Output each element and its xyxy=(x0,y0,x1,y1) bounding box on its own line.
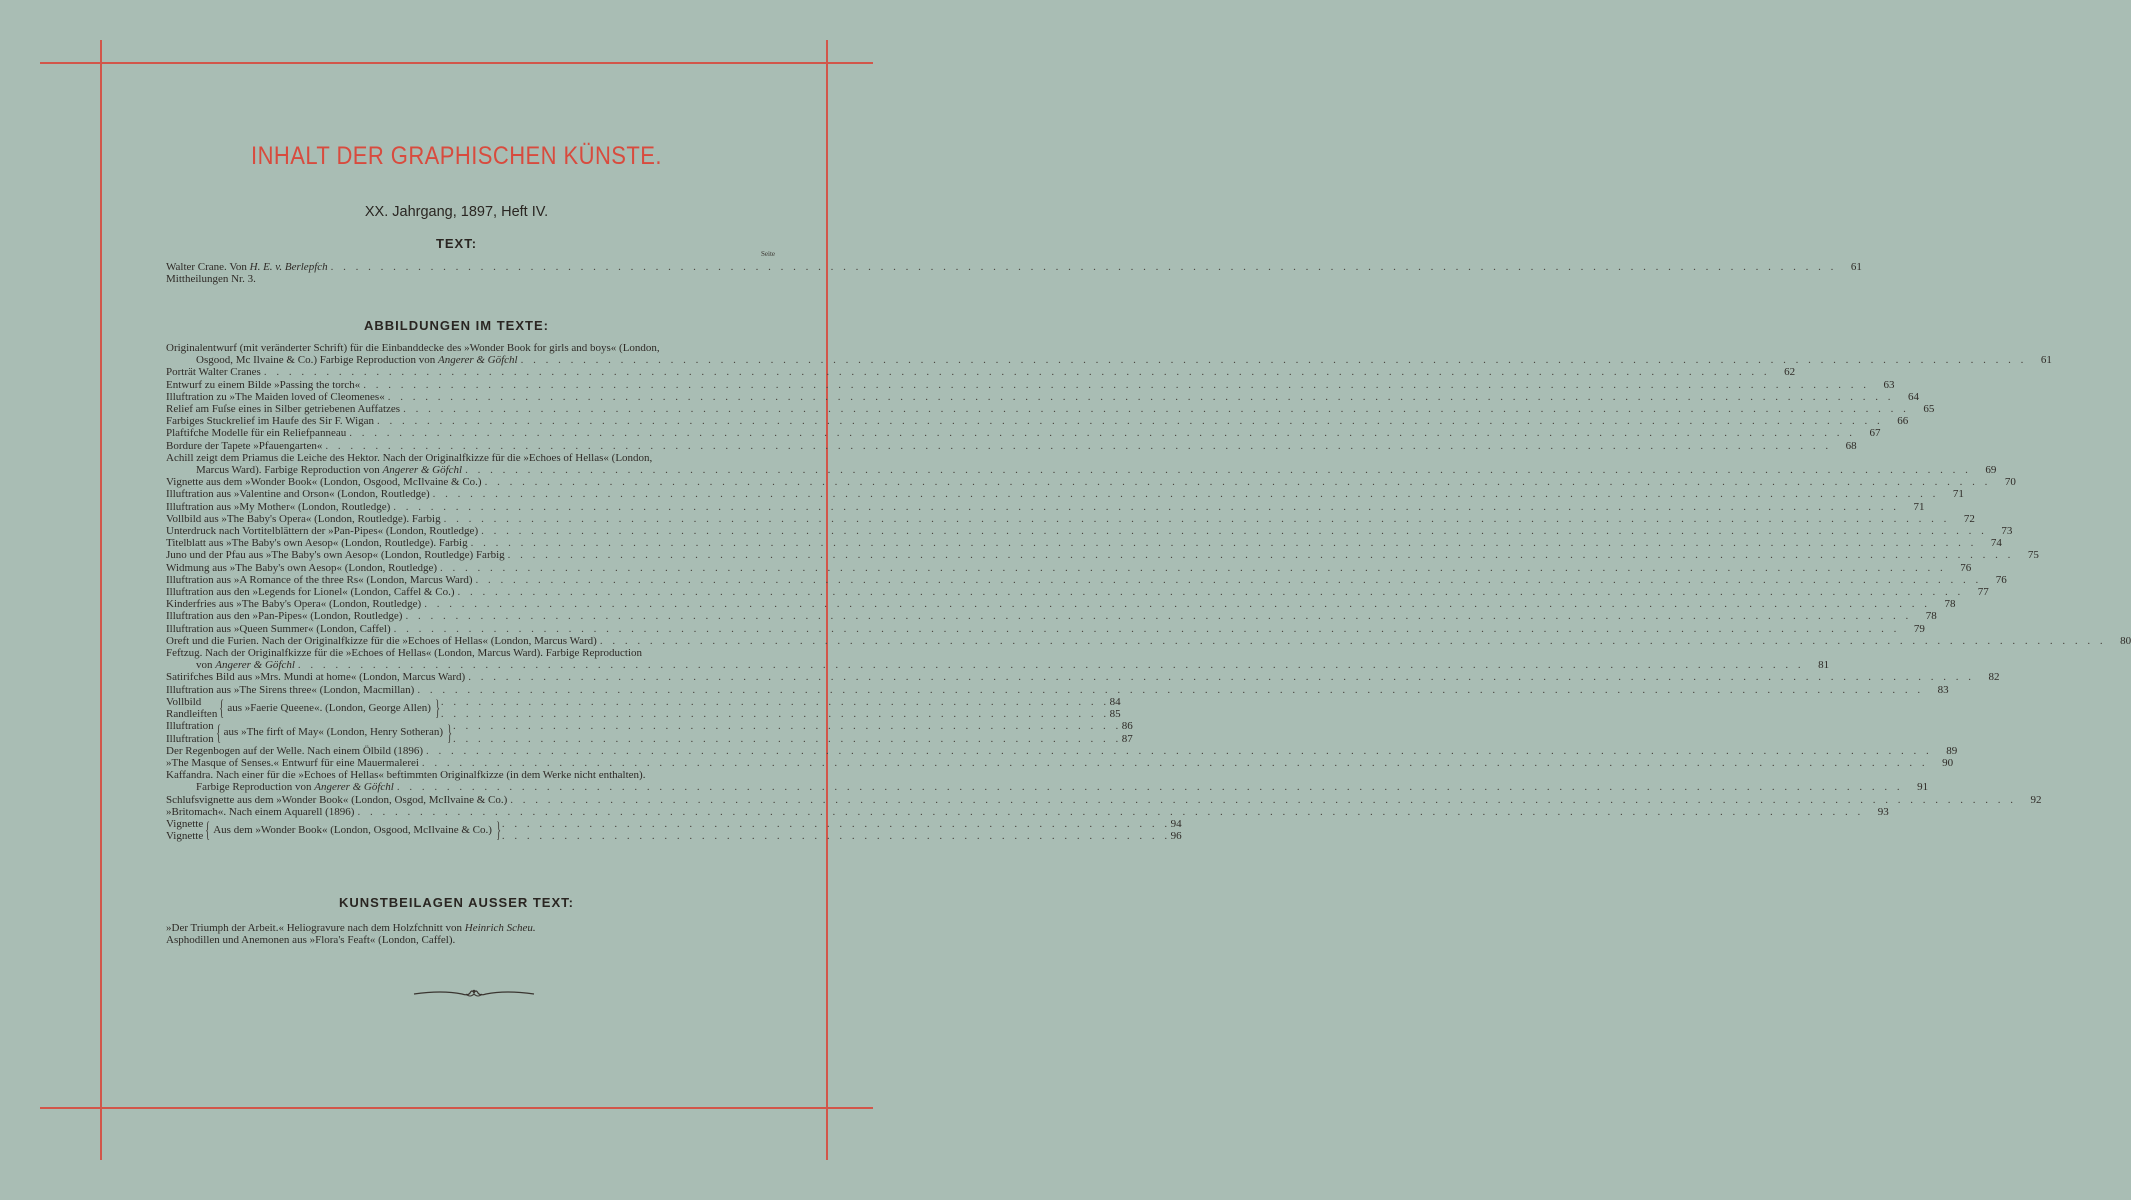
corner-cross-icon xyxy=(821,57,833,69)
list-e xyxy=(166,793,2042,818)
left-brace-icon: { xyxy=(219,695,225,721)
list-item xyxy=(166,403,1935,416)
list-item-line: Achill zeigt dem Priamus die Leiche des Hektor. Nach der Originalfkizze für die »Echoes of Hellas« (London, xyxy=(166,451,653,464)
list-item xyxy=(166,793,2042,806)
page-number: 76 xyxy=(1995,573,2007,586)
list-item xyxy=(166,634,2131,647)
entry-text: Illuftration zu »The Maiden loved of Cleomenes« xyxy=(166,390,385,403)
leader-dots xyxy=(403,403,1909,415)
entry-italic: Angerer & Göfchl xyxy=(215,659,295,672)
leader-dots xyxy=(331,261,1837,273)
leader-dots xyxy=(325,440,1831,452)
group-text: aus »Faerie Queene«. (London, George Allen) xyxy=(227,701,431,714)
page-number: 61 xyxy=(1850,261,1862,273)
page-subtitle: XX. Jahrgang, 1897, Heft IV. xyxy=(364,204,549,220)
entry-text: Kinderfries aus »The Baby's Opera« (London, Routledge) xyxy=(166,598,422,611)
list-item xyxy=(166,537,2002,550)
entry-text: Illuftration aus den »Legends for Lionel« (London, Caffel & Co.) xyxy=(166,586,455,599)
left-brace-icon: { xyxy=(205,817,211,843)
list-item xyxy=(166,659,1830,672)
list-item-line: Originalentwurf (mit veränderter Schrift) für die Einbanddecke des »Wonder Book for girls and boys« (London, xyxy=(166,342,660,354)
entry-text: Oreft und die Furien. Nach der Originalfkizze für die »Echoes of Hellas« (London, Marcus Ward) xyxy=(166,634,597,647)
right-brace-icon: } xyxy=(435,695,440,721)
leader-dots xyxy=(502,818,1171,842)
list-item xyxy=(166,744,1958,757)
entry-text: Juno und der Pfau aus »The Baby's own Aesop« (London, Routledge) Farbig xyxy=(166,549,505,562)
entry-text: Vignette aus dem »Wonder Book« (London, Osgood, McIlvaine & Co.) xyxy=(166,476,482,489)
list-item: Asphodillen und Anemonen aus »Flora's Feaft« (London, Caffel). xyxy=(166,934,456,947)
list-item xyxy=(166,573,2007,586)
list-item xyxy=(166,922,782,934)
text-section-heading: TEXT: xyxy=(435,236,478,251)
list-item xyxy=(166,464,1997,477)
list-item-line: Feftzug. Nach der Originalfkizze für die »Echoes of Hellas« (London, Marcus Ward). Farbige Reproduction xyxy=(166,647,643,660)
list-item xyxy=(166,549,2039,562)
page-number: 90 xyxy=(1942,756,1954,769)
page-title: INHALT DER GRAPHISCHEN KÜNSTE. xyxy=(251,142,662,170)
leader-dots xyxy=(508,549,2014,561)
page-number: 87 xyxy=(1121,732,1133,745)
leader-dots xyxy=(357,806,1863,818)
leader-dots xyxy=(388,391,1894,403)
entry-text: Satirifches Bild aus »Mrs. Mundi at home« (London, Marcus Ward) xyxy=(166,671,466,684)
entry-text: Unterdruck nach Vortitelblättern der »Pan-Pipes« (London, Routledge) xyxy=(166,525,479,538)
seite-label: Seite xyxy=(761,250,775,258)
list-item: Mittheilungen Nr. 3. xyxy=(166,273,256,286)
page-number: 92 xyxy=(2030,793,2042,806)
entry-text: »Britomach«. Nach einem Aquarell (1896) xyxy=(166,805,355,818)
page-number: 69 xyxy=(1985,464,1997,477)
list-item xyxy=(166,781,1929,794)
page-number: 67 xyxy=(1869,427,1881,440)
page-number: 65 xyxy=(1923,403,1935,416)
list-item xyxy=(166,598,1956,611)
leader-dots xyxy=(440,562,1946,574)
leader-dots xyxy=(521,354,2027,366)
list-item xyxy=(166,671,2000,684)
entry-italic: Angerer & Göfchl xyxy=(437,354,518,367)
entry-text: Vollbild aus »The Baby's Opera« (London, Routledge). Farbig xyxy=(166,512,441,525)
entry-italic: Angerer & Göfchl xyxy=(314,781,394,794)
ornament-flourish-icon xyxy=(412,986,536,1000)
page-number: 66 xyxy=(1897,415,1909,428)
list-item xyxy=(166,525,2013,538)
page-number: 75 xyxy=(2027,549,2039,562)
list-item xyxy=(166,439,1857,452)
list-item xyxy=(166,622,1925,635)
right-brace-icon: } xyxy=(447,719,452,745)
frame-top-line xyxy=(40,62,873,64)
brace-group-faerie-queene xyxy=(166,695,1121,721)
corner-cross-icon xyxy=(821,1102,833,1114)
frame-bottom-line xyxy=(40,1107,873,1109)
kunstbeilagen-heading: KUNSTBEILAGEN AUSSER TEXT: xyxy=(339,895,574,910)
leader-dots xyxy=(433,488,1939,500)
list-item xyxy=(166,366,1796,379)
left-brace-icon: { xyxy=(215,719,221,745)
leader-dots xyxy=(393,501,1899,513)
entry-text: »The Masque of Senses.« Entwurf für eine Mauermalerei xyxy=(166,756,419,769)
leader-dots xyxy=(457,586,1963,598)
list-item xyxy=(166,354,2052,367)
group-label: Illuftration xyxy=(166,732,214,745)
leader-dots xyxy=(363,379,1869,391)
page-number: 77 xyxy=(1977,586,1989,599)
page-number: 84 xyxy=(1109,695,1121,708)
entry-text: Der Regenbogen auf der Welle. Nach einem Ölbild (1896) xyxy=(166,744,424,757)
page-number: 81 xyxy=(1818,659,1830,672)
group-label: Vignette xyxy=(166,817,204,830)
leader-dots xyxy=(264,366,1770,378)
entry-text: Illuftration aus »A Romance of the three Rs« (London, Marcus Ward) xyxy=(166,573,473,586)
list-item xyxy=(166,476,2016,489)
page-number: 68 xyxy=(1845,439,1857,452)
list-item xyxy=(166,561,1972,574)
list-a xyxy=(166,366,1935,452)
kunstbeilagen-list xyxy=(166,922,782,946)
list-item xyxy=(166,378,1895,391)
leader-dots xyxy=(453,720,1122,744)
page-number: 74 xyxy=(1990,537,2002,550)
leader-dots xyxy=(485,476,1991,488)
entry-author: H. E. v. Berlepfch xyxy=(249,261,328,273)
page-number: 63 xyxy=(1883,378,1895,391)
entry-text: Widmung aus »The Baby's own Aesop« (London, Routledge) xyxy=(166,561,438,574)
page-number: 93 xyxy=(1877,805,1889,818)
leader-dots xyxy=(426,745,1932,757)
corner-cross-icon xyxy=(95,1102,107,1114)
page-number: 83 xyxy=(1937,683,1949,696)
group-text: aus »The firft of May« (London, Henry Sotheran) xyxy=(223,726,443,739)
leader-dots xyxy=(444,513,1950,525)
list-c xyxy=(166,671,2000,696)
group-label: Vignette xyxy=(166,830,204,843)
leader-dots xyxy=(471,537,1977,549)
group-text: Aus dem »Wonder Book« (London, Osgood, McIlvaine & Co.) xyxy=(213,824,492,837)
leader-dots xyxy=(510,794,2016,806)
brace-group-wonder-book xyxy=(166,817,1182,843)
entry-text: Illuftration aus den »Pan-Pipes« (London, Routledge) xyxy=(166,610,403,623)
right-brace-icon: } xyxy=(496,817,501,843)
list-item xyxy=(166,500,1925,513)
entry-text: Schlufsvignette aus dem »Wonder Book« (London, Osgod, McIlvaine & Co.) xyxy=(166,793,508,806)
group-label: Randleiften xyxy=(166,708,218,721)
page-number: 76 xyxy=(1960,561,1972,574)
leader-dots xyxy=(422,757,1928,769)
page-number: 79 xyxy=(1913,622,1925,635)
page-number: 85 xyxy=(1109,708,1121,721)
page-number: 89 xyxy=(1946,744,1958,757)
list-item xyxy=(166,610,1937,623)
page-number: 78 xyxy=(1925,610,1937,623)
brace-group-first-of-may xyxy=(166,719,1133,745)
page-number: 86 xyxy=(1121,720,1133,733)
page-number: 71 xyxy=(1952,488,1964,501)
page-number: 80 xyxy=(2120,634,2131,647)
leader-dots xyxy=(397,781,1903,793)
leader-dots xyxy=(405,610,1911,622)
leader-dots xyxy=(298,659,1804,671)
list-item xyxy=(166,415,1909,428)
group-label: Illuftration xyxy=(166,720,214,733)
entry-text: Illuftration aus »The Sirens three« (London, Macmillan) xyxy=(166,683,415,696)
list-d xyxy=(166,744,1958,769)
entry-italic: Angerer & Göfchl xyxy=(382,464,463,477)
entry-text: Porträt Walter Cranes xyxy=(166,366,261,379)
entry-text: »Der Triumph der Arbeit.« Heliogravure nach dem Holzfchnitt von xyxy=(166,922,465,934)
leader-dots xyxy=(417,684,1923,696)
list-item xyxy=(166,261,1862,273)
entry-text: Farbige Reproduction von xyxy=(196,781,315,794)
list-item xyxy=(166,805,1889,818)
page-number: 61 xyxy=(2040,354,2052,367)
corner-cross-icon xyxy=(95,57,107,69)
leader-dots xyxy=(424,598,1930,610)
leader-dots xyxy=(377,415,1883,427)
list-item xyxy=(166,488,1964,501)
list-item xyxy=(166,756,1954,769)
leader-dots xyxy=(349,427,1855,439)
list-item-line: Kaffandra. Nach einer für die »Echoes of Hellas« beftimmten Originalfkizze (in dem Werke nicht enthalten). xyxy=(166,769,646,782)
page-number: 94 xyxy=(1170,817,1182,830)
entry-italic: Heinrich Scheu. xyxy=(464,922,536,934)
list-item xyxy=(166,512,1975,525)
list-b xyxy=(166,476,2131,647)
entry-text: Walter Crane. Von xyxy=(166,261,250,273)
page-number: 96 xyxy=(1170,830,1182,843)
leader-dots xyxy=(394,623,1900,635)
entry-text: Relief am Fuſse eines in Silber getriebenen Auffatzes xyxy=(166,403,401,416)
leader-dots xyxy=(600,635,2106,647)
abbildungen-heading: ABBILDUNGEN IM TEXTE: xyxy=(364,318,549,333)
page-number: 91 xyxy=(1917,781,1929,794)
leader-dots xyxy=(476,574,1982,586)
page-number: 62 xyxy=(1784,366,1796,379)
leader-dots xyxy=(441,696,1110,720)
entry-text: Illuftration aus »Queen Summer« (London, Caffel) xyxy=(166,622,391,635)
list-item xyxy=(166,683,1949,696)
entry-text: Bordure der Tapete »Pfauengarten« xyxy=(166,439,323,452)
entry-text: Illuftration aus »My Mother« (London, Routledge) xyxy=(166,500,391,513)
abbildungen-list xyxy=(166,342,2131,843)
page-number: 71 xyxy=(1913,500,1925,513)
leader-dots xyxy=(468,671,1974,683)
page-number: 73 xyxy=(2001,525,2013,538)
entry-text: von xyxy=(196,659,216,672)
leader-dots xyxy=(481,525,1987,537)
page-number: 70 xyxy=(2004,476,2016,489)
entry-text: Titelblatt aus »The Baby's own Aesop« (London, Routledge). Farbig xyxy=(166,537,468,550)
group-label: Vollbild xyxy=(166,695,202,708)
entry-text: Entwurf zu einem Bilde »Passing the torch« xyxy=(166,378,361,391)
page-number: 64 xyxy=(1907,390,1919,403)
page-number: 72 xyxy=(1963,512,1975,525)
text-section-list xyxy=(166,261,1862,286)
page-number: 78 xyxy=(1944,598,1956,611)
entry-text: Osgood, Mc Ilvaine & Co.) Farbige Reproduction von xyxy=(196,354,438,367)
list-item xyxy=(166,427,1881,440)
page-number: 82 xyxy=(1988,671,2000,684)
list-item xyxy=(166,586,1989,599)
leader-dots xyxy=(465,464,1971,476)
entry-text: Illuftration aus »Valentine and Orson« (London, Routledge) xyxy=(166,488,430,501)
entry-text: Marcus Ward). Farbige Reproduction von xyxy=(196,464,383,477)
entry-text: Plaftifche Modelle für ein Reliefpanneau xyxy=(166,427,347,440)
list-item xyxy=(166,390,1919,403)
entry-text: Farbiges Stuckrelief im Haufe des Sir F. Wigan xyxy=(166,415,375,428)
